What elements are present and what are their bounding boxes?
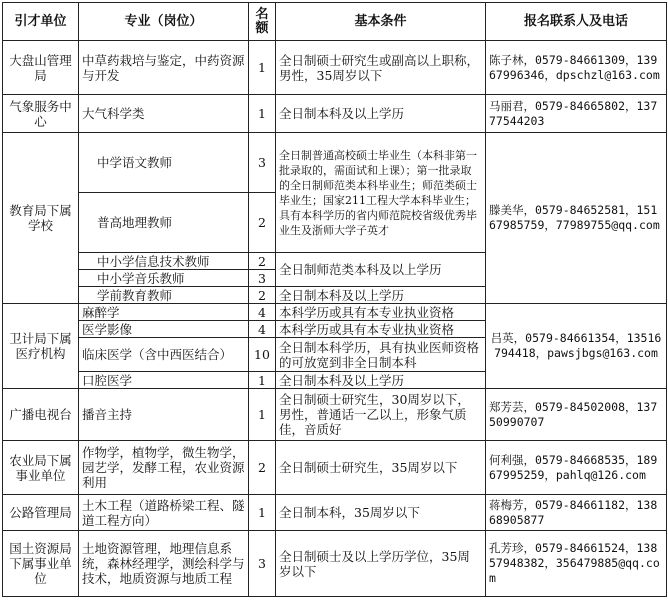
- quota-cell: 2: [249, 193, 276, 253]
- header-unit: 引才单位: [3, 3, 79, 41]
- major-cell: 学前教育教师: [79, 287, 249, 304]
- contact-cell: 吕英，0579-84661354，13516794418，pawsjbgs@163.com: [486, 304, 667, 389]
- major-cell: 大气科学类: [79, 95, 249, 133]
- unit-cell: 国土资源局下属事业单位: [3, 531, 79, 597]
- header-major: 专业（岗位）: [79, 3, 249, 41]
- recruitment-table-container: [2, 2, 667, 597]
- quota-cell: 2: [249, 253, 276, 270]
- table-row: [3, 41, 667, 95]
- contact-cell: 马丽君，0579-84665802，13777544203: [486, 95, 667, 133]
- table-row: [3, 441, 667, 495]
- requirements-cell: 全日制本科及以上学历: [276, 372, 486, 389]
- requirements-cell: 本科学历或具有本专业执业资格: [276, 321, 486, 338]
- quota-cell: 1: [249, 41, 276, 95]
- table-row: [3, 389, 667, 441]
- major-cell: 中小学音乐教师: [79, 270, 249, 287]
- requirements-cell: 全日制硕士研究生，30周岁以下，男性，普通话一乙以上，形象气质佳，音质好: [276, 389, 486, 441]
- unit-cell: 气象服务中心: [3, 95, 79, 133]
- table-row: [3, 495, 667, 531]
- quota-cell: 3: [249, 531, 276, 597]
- major-cell: 普高地理教师: [79, 193, 249, 253]
- major-cell: 中学语文教师: [79, 133, 249, 193]
- unit-cell: 公路管理局: [3, 495, 79, 531]
- requirements-cell: 本科学历或具有本专业执业资格: [276, 304, 486, 321]
- header-quota: 名额: [249, 3, 276, 41]
- contact-cell: 陈子林，0579-84661309，13967996346，dpschzl@163.com: [486, 41, 667, 95]
- contact-cell: 蒋梅芳，0579-84661182，13868905877: [486, 495, 667, 531]
- contact-cell: 滕美华，0579-84652581，15167985759，77989755@qq.com: [486, 133, 667, 304]
- header-requirements: 基本条件: [276, 3, 486, 41]
- quota-cell: 1: [249, 389, 276, 441]
- major-cell: 中草药栽培与鉴定，中药资源与开发: [79, 41, 249, 95]
- recruitment-table: [2, 2, 667, 597]
- quota-cell: 3: [249, 133, 276, 193]
- major-cell: 土木工程（道路桥梁工程、隧道工程方向）: [79, 495, 249, 531]
- table-row: [3, 133, 667, 193]
- quota-cell: 1: [249, 495, 276, 531]
- table-row: [3, 531, 667, 597]
- quota-cell: 3: [249, 270, 276, 287]
- requirements-cell: 全日制本科学历，具有执业医师资格的可放宽到非全日制本科: [276, 338, 486, 372]
- unit-cell: 大盘山管理局: [3, 41, 79, 95]
- major-cell: 土地资源管理，地理信息系统，森林经理学，测绘科学与技术，地质资源与地质工程: [79, 531, 249, 597]
- quota-cell: 1: [249, 95, 276, 133]
- major-cell: 临床医学（含中西医结合）: [79, 338, 249, 372]
- requirements-cell: 全日制普通高校硕士毕业生（本科非第一批录取的，需面试和上课）；第一批录取的全日制师范类本科毕业生；师范类硕士毕业生；国家211工程大学本科毕业生；具有本科学历的省内师范院校省级优秀毕业生及浙师大学子英才: [276, 133, 486, 253]
- unit-cell: 广播电视台: [3, 389, 79, 441]
- quota-cell: 10: [249, 338, 276, 372]
- major-cell: 医学影像: [79, 321, 249, 338]
- requirements-cell: 全日制硕士及以上学历学位，35周岁以下: [276, 531, 486, 597]
- major-cell: 麻醉学: [79, 304, 249, 321]
- unit-cell: 教育局下属学校: [3, 133, 79, 304]
- contact-cell: 孔芳珍，0579-84661524，13857948382，356479885@qq.com: [486, 531, 667, 597]
- major-cell: 播音主持: [79, 389, 249, 441]
- contact-cell: 郑芳芸，0579-84502008，13750990707: [486, 389, 667, 441]
- quota-cell: 2: [249, 287, 276, 304]
- quota-cell: 4: [249, 321, 276, 338]
- header-contact: 报名联系人及电话: [486, 3, 667, 41]
- requirements-cell: 全日制本科，35周岁以下: [276, 495, 486, 531]
- major-cell: 作物学，植物学，微生物学，园艺学，发酵工程，农业资源利用: [79, 441, 249, 495]
- major-cell: 口腔医学: [79, 372, 249, 389]
- unit-cell: 农业局下属事业单位: [3, 441, 79, 495]
- header-row: [3, 3, 667, 41]
- major-cell: 中小学信息技术教师: [79, 253, 249, 270]
- requirements-cell: 全日制本科及以上学历: [276, 287, 486, 304]
- requirements-cell: 全日制硕士研究生，35周岁以下: [276, 441, 486, 495]
- requirements-cell: 全日制师范类本科及以上学历: [276, 253, 486, 287]
- table-row: [3, 95, 667, 133]
- quota-cell: 1: [249, 372, 276, 389]
- requirements-cell: 全日制本科及以上学历: [276, 95, 486, 133]
- table-row: [3, 304, 667, 321]
- unit-cell: 卫计局下属医疗机构: [3, 304, 79, 389]
- requirements-cell: 全日制硕士研究生或副高以上职称，男性，35周岁以下: [276, 41, 486, 95]
- contact-cell: 何利强，0579-84668535，18967995259，pahlq@126.com: [486, 441, 667, 495]
- quota-cell: 4: [249, 304, 276, 321]
- quota-cell: 2: [249, 441, 276, 495]
